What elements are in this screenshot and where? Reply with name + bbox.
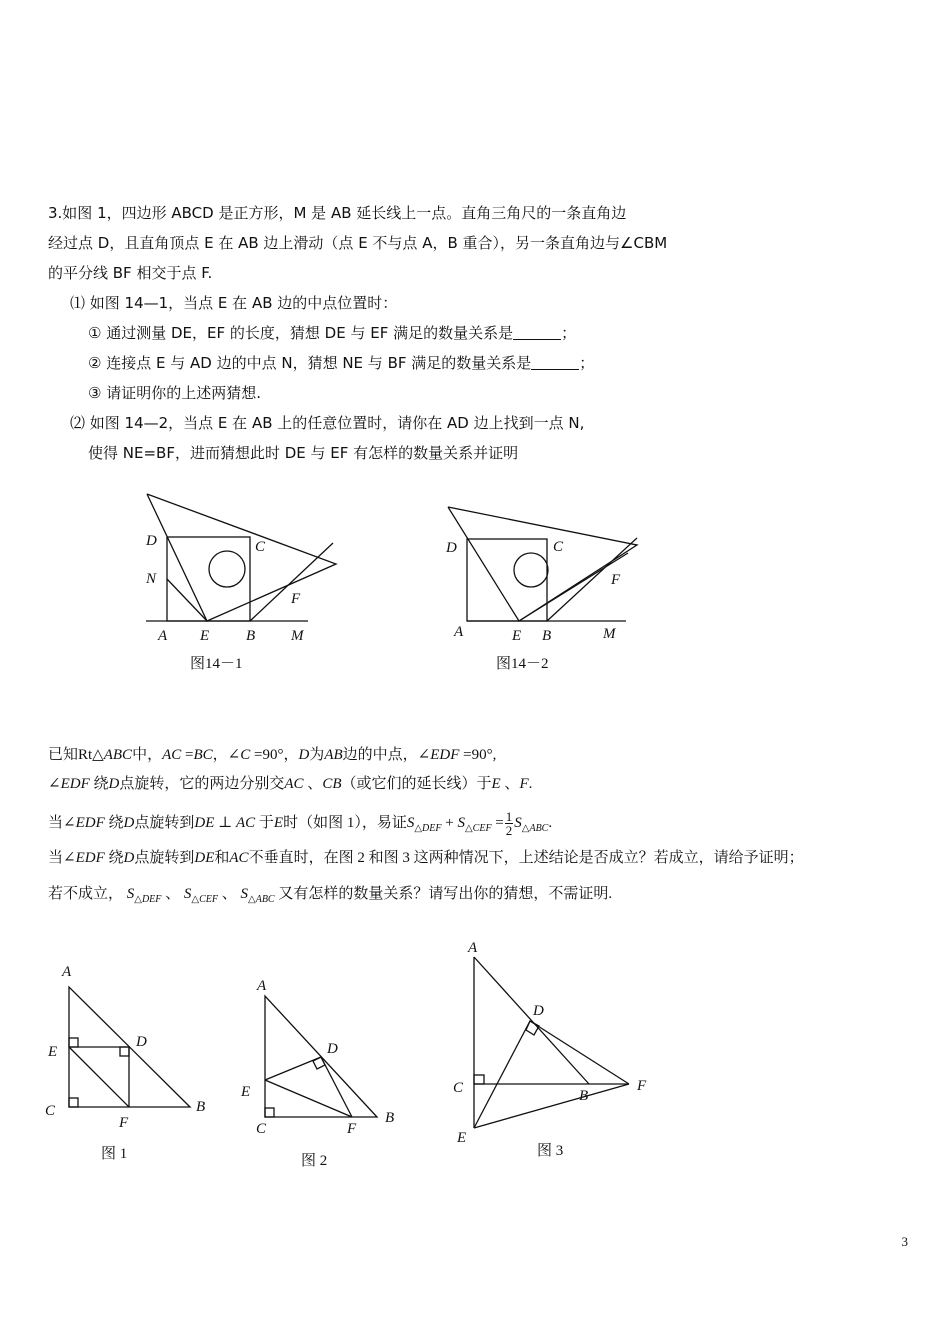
- label-b-1: B: [246, 628, 256, 644]
- p3-line1: 3.如图 1，四边形 ABCD 是正方形，M 是 AB 延长线上一点。直角三角尺的一条直角边: [48, 204, 627, 222]
- p4-line3: 当∠EDF 绕D点旋转到DE ⊥ AC 于E时（如图 1），易证$S_{\triangle DEF} + S_{\triangle CEF}$ = $\frac{1}{2}$ $S_{\triangle ABC}$.: [48, 809, 553, 838]
- fig2-label-d: D: [327, 1041, 338, 1057]
- caption-14-1: 图14－1: [190, 656, 243, 672]
- caption-fig2: 图 2: [301, 1153, 328, 1169]
- fig2-label-e: E: [241, 1084, 251, 1100]
- fig2-label-a: A: [257, 978, 267, 994]
- p3-q3: ③ 请证明你的上述两猜想.: [88, 384, 261, 402]
- fig3-label-f: F: [637, 1078, 647, 1094]
- label-f-2: F: [611, 572, 621, 588]
- label-a-1: A: [158, 628, 168, 644]
- p3-part1: ⑴ 如图 14—1，当点 E 在 AB 边的中点位置时：: [70, 294, 398, 312]
- fig1-label-e: E: [48, 1044, 58, 1060]
- fig1-label-b: B: [196, 1099, 206, 1115]
- label-e-2: E: [512, 628, 522, 644]
- p4-line2: ∠EDF 绕D点旋转，它的两边分别交AC 、CB（或它们的延长线）于E 、F.: [48, 776, 533, 792]
- figure-3: [474, 957, 629, 1128]
- p3-part2a: ⑵ 如图 14—2，当点 E 在 AB 上的任意位置时，请你在 AD 边上找到一点 N,: [70, 414, 585, 432]
- fig1-label-d: D: [136, 1034, 147, 1050]
- fig1-label-f: F: [119, 1115, 129, 1131]
- fig1-label-a: A: [62, 964, 72, 980]
- label-c-2: C: [553, 539, 564, 555]
- label-e-1: E: [200, 628, 210, 644]
- figure-1: [69, 987, 190, 1107]
- caption-fig1: 图 1: [101, 1146, 128, 1162]
- p3-q2: ② 连接点 E 与 AD 边的中点 N，猜想 NE 与 BF 满足的数量关系是 ；: [88, 354, 595, 372]
- figure-2: [265, 996, 377, 1117]
- label-b-2: B: [542, 628, 552, 644]
- label-d-1: D: [146, 533, 157, 549]
- fig1-label-c: C: [45, 1103, 56, 1119]
- caption-14-2: 图14－2: [496, 656, 549, 672]
- label-c-1: C: [255, 539, 266, 555]
- page-number: 3: [901, 1234, 908, 1249]
- fig3-label-d: D: [533, 1003, 544, 1019]
- label-n-1: N: [146, 571, 157, 587]
- fig3-label-c: C: [453, 1080, 464, 1096]
- fig2-label-b: B: [385, 1110, 395, 1126]
- label-d-2: D: [446, 540, 457, 556]
- fig2-label-c: C: [256, 1121, 267, 1137]
- label-a-2: A: [454, 624, 464, 640]
- caption-fig3: 图 3: [537, 1143, 564, 1159]
- fig3-label-b: B: [579, 1088, 589, 1104]
- p4-line4: 当∠EDF 绕D点旋转到DE和AC不垂直时，在图 2 和图 3 这两种情况下，上述结论是否成立？若成立，请给予证明；: [48, 850, 804, 866]
- p4-line1: 已知Rt△ABC中，AC =BC，∠C =90°，D为AB边的中点，∠EDF =90°,: [48, 747, 497, 763]
- p4-line5: 若不成立， $S_{\triangle DEF}$ 、 $S_{\triangle CEF}$ 、 $S_{\triangle ABC}$ 又有怎样的数量关系？请写出你的猜想，不需证明.: [48, 886, 613, 905]
- fig3-label-a: A: [468, 940, 478, 956]
- p3-line3: 的平分线 BF 相交于点 F.: [48, 264, 213, 282]
- p3-line2: 经过点 D，且直角顶点 E 在 AB 边上滑动（点 E 不与点 A，B 重合），另一条直角边与∠CBM: [48, 234, 668, 252]
- label-m-1: M: [291, 628, 304, 644]
- label-f-1: F: [291, 591, 301, 607]
- fig3-label-e: E: [457, 1130, 467, 1146]
- label-m-2: M: [603, 626, 616, 642]
- p3-q1: ① 通过测量 DE，EF 的长度，猜想 DE 与 EF 满足的数量关系是 ；: [88, 324, 577, 342]
- fig2-label-f: F: [347, 1121, 357, 1137]
- p3-part2b: 使得 NE=BF，进而猜想此时 DE 与 EF 有怎样的数量关系并证明: [88, 444, 519, 462]
- fraction-half: $\frac{1}{2}$: [505, 809, 513, 838]
